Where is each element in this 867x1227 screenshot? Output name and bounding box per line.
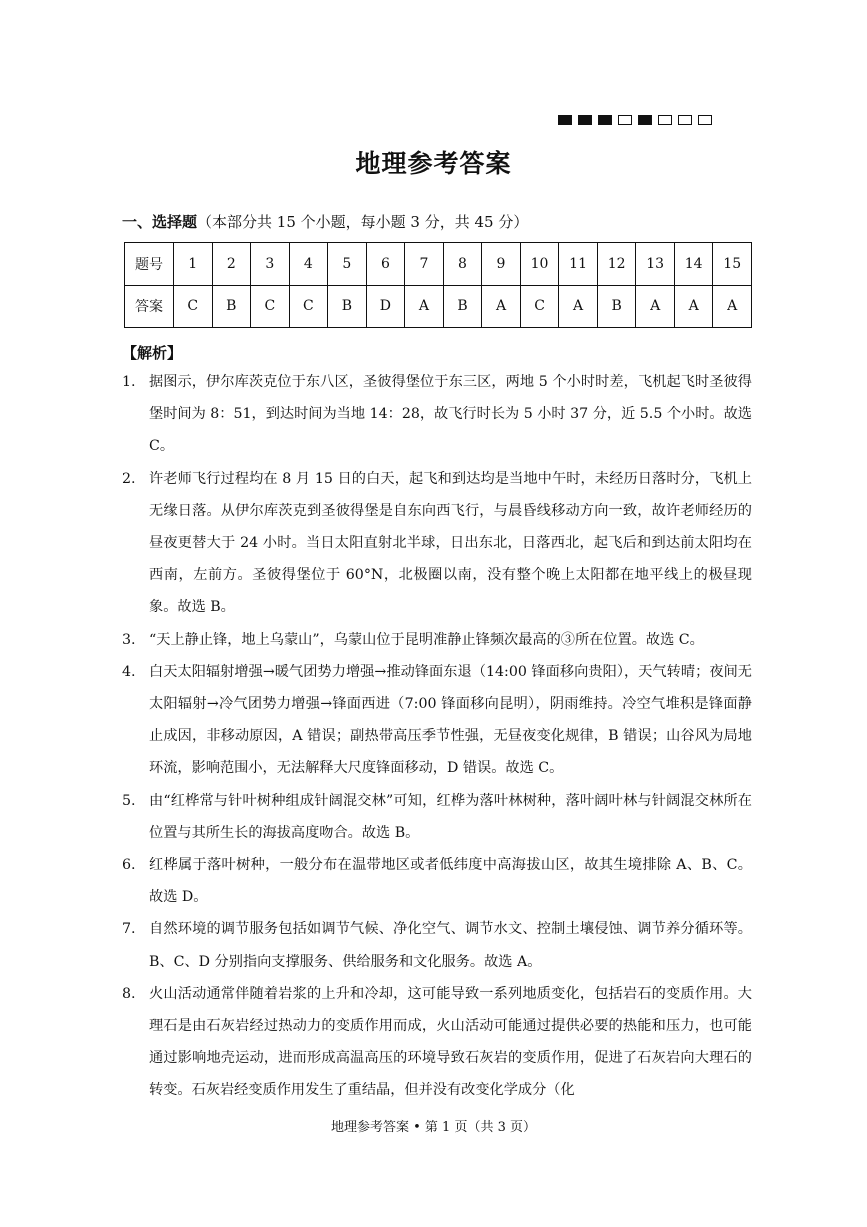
section-label: 一、选择题 [122,213,198,231]
header-mark-empty [618,115,632,125]
analysis-item [122,463,752,624]
header-marks [558,115,712,125]
header-mark-empty [698,115,712,125]
answer-cell: A [405,285,444,328]
item-number: 5. [122,792,136,809]
item-number: 1. [122,374,136,390]
answer-cell: D [366,285,405,328]
page-title: 地理参考答案 [355,149,512,178]
header-mark-filled [558,115,572,125]
item-number: 6. [122,857,136,874]
question-number-cell: 8 [443,243,482,286]
question-number-cell: 5 [328,243,367,286]
section-heading [122,211,528,232]
header-mark-filled [598,115,612,125]
analysis-item [122,785,752,849]
item-text: 红桦属于落叶树种，一般分布在温带地区或者低纬度中高海拔山区，故其生境排除 A、B、C。故选 D。 [149,857,752,906]
question-number-cell: 3 [251,243,290,286]
question-number-cell: 4 [289,243,328,286]
answer-cell: B [212,285,251,328]
answer-cell: A [636,285,675,328]
question-number-cell: 15 [713,243,752,286]
analysis-list [122,366,752,1107]
answer-cell: C [520,285,559,328]
answer-cell: A [713,285,752,328]
answer-cell: A [482,285,521,328]
header-mark-filled [638,115,652,125]
item-number: 8. [122,985,136,1002]
question-number-cell: 10 [520,243,559,286]
question-number-cell: 7 [405,243,444,286]
question-number-cell: 2 [212,243,251,286]
question-number-row [125,243,752,286]
item-text: 许老师飞行过程均在 8 月 15 日的白天，起飞和到达均是当地中午时，未经历日落时分，飞机上无缘日落。从伊尔库茨克到圣彼得堡是自东向西飞行，与晨昏线移动方向一致，故许老师经历的昼夜更替大于 24 小时。当日太阳直射北半球，日出东北，日落西北，起飞后和到达前太阳均在西南，左前方。圣彼得堡位于 60°N，北极圈以南，没有整个晚上太阳都在地平线上的极昼现象。故选 B。 [149,470,752,616]
question-number-cell: 12 [597,243,636,286]
item-number: 7. [122,921,136,938]
analysis-item [122,913,752,977]
item-number: 2. [122,470,136,487]
item-number: 3. [122,631,136,648]
item-text: 白天太阳辐射增强→暖气团势力增强→推动锋面东退（14:00 锋面移向贵阳），天气转晴；夜间无太阳辐射→冷气团势力增强→锋面西进（7:00 锋面移向昆明），阴雨维持。冷空气堆积是锋面静止成因，非移动原因，A 错误；副热带高压季节性强，无昼夜变化规律，B 错误；山谷风为局地环流，影响范围小，无法解释大尺度锋面移动，D 错误。故选 C。 [149,663,752,777]
analysis-item [122,849,752,913]
analysis-item [122,978,752,1107]
answer-row [125,285,752,328]
answer-cell: B [328,285,367,328]
analysis-item [122,624,752,656]
item-number: 4. [122,663,136,680]
question-number-cell: 6 [366,243,405,286]
answer-cell: B [597,285,636,328]
page-footer: 地理参考答案 • 第 1 页（共 3 页） [330,1120,536,1135]
question-number-cell: 1 [174,243,213,286]
analysis-item [122,656,752,785]
answer-cell: C [289,285,328,328]
item-text: “天上静止锋，地上乌蒙山”，乌蒙山位于昆明准静止锋频次最高的③所在位置。故选 C。 [149,631,704,648]
question-number-cell: 9 [482,243,521,286]
header-mark-empty [658,115,672,125]
analysis-item [122,366,752,463]
answer-table [124,242,752,328]
question-number-cell: 11 [559,243,598,286]
answer-cell: C [174,285,213,328]
header-mark-empty [678,115,692,125]
question-number-cell: 13 [636,243,675,286]
answer-cell: B [443,285,482,328]
item-text: 火山活动通常伴随着岩浆的上升和冷却，这可能导致一系列地质变化，包括岩石的变质作用。大理石是由石灰岩经过热动力的变质作用而成，火山活动可能通过提供必要的热能和压力，也可能通过影响地壳运动，进而形成高温高压的环境导致石灰岩的变质作用，促进了石灰岩向大理石的转变。石灰岩经变质作用发生了重结晶，但并没有改变化学成分（化 [149,985,752,1099]
row-label-answer: 答案 [125,285,174,328]
answer-cell: A [674,285,713,328]
item-text: 据图示，伊尔库茨克位于东八区，圣彼得堡位于东三区，两地 5 个小时时差，飞机起飞时圣彼得堡时间为 8：51，到达时间为当地 14：28，故飞行时长为 5 小时 37 分，近 5.5 个小时。故选 C。 [149,374,752,455]
item-text: 由“红桦常与针叶树种组成针阔混交林”可知，红桦为落叶林树种，落叶阔叶林与针阔混交林所在位置与其所生长的海拔高度吻合。故选 B。 [149,792,752,841]
answer-cell: C [251,285,290,328]
header-mark-filled [578,115,592,125]
analysis-heading: 【解析】 [122,344,183,362]
item-text: 自然环境的调节服务包括如调节气候、净化空气、调节水文、控制土壤侵蚀、调节养分循环等。B、C、D 分别指向支撑服务、供给服务和文化服务。故选 A。 [149,921,752,970]
answer-cell: A [559,285,598,328]
row-label-question: 题号 [125,243,174,286]
question-number-cell: 14 [674,243,713,286]
section-note: （本部分共 15 个小题，每小题 3 分，共 45 分） [197,213,529,231]
